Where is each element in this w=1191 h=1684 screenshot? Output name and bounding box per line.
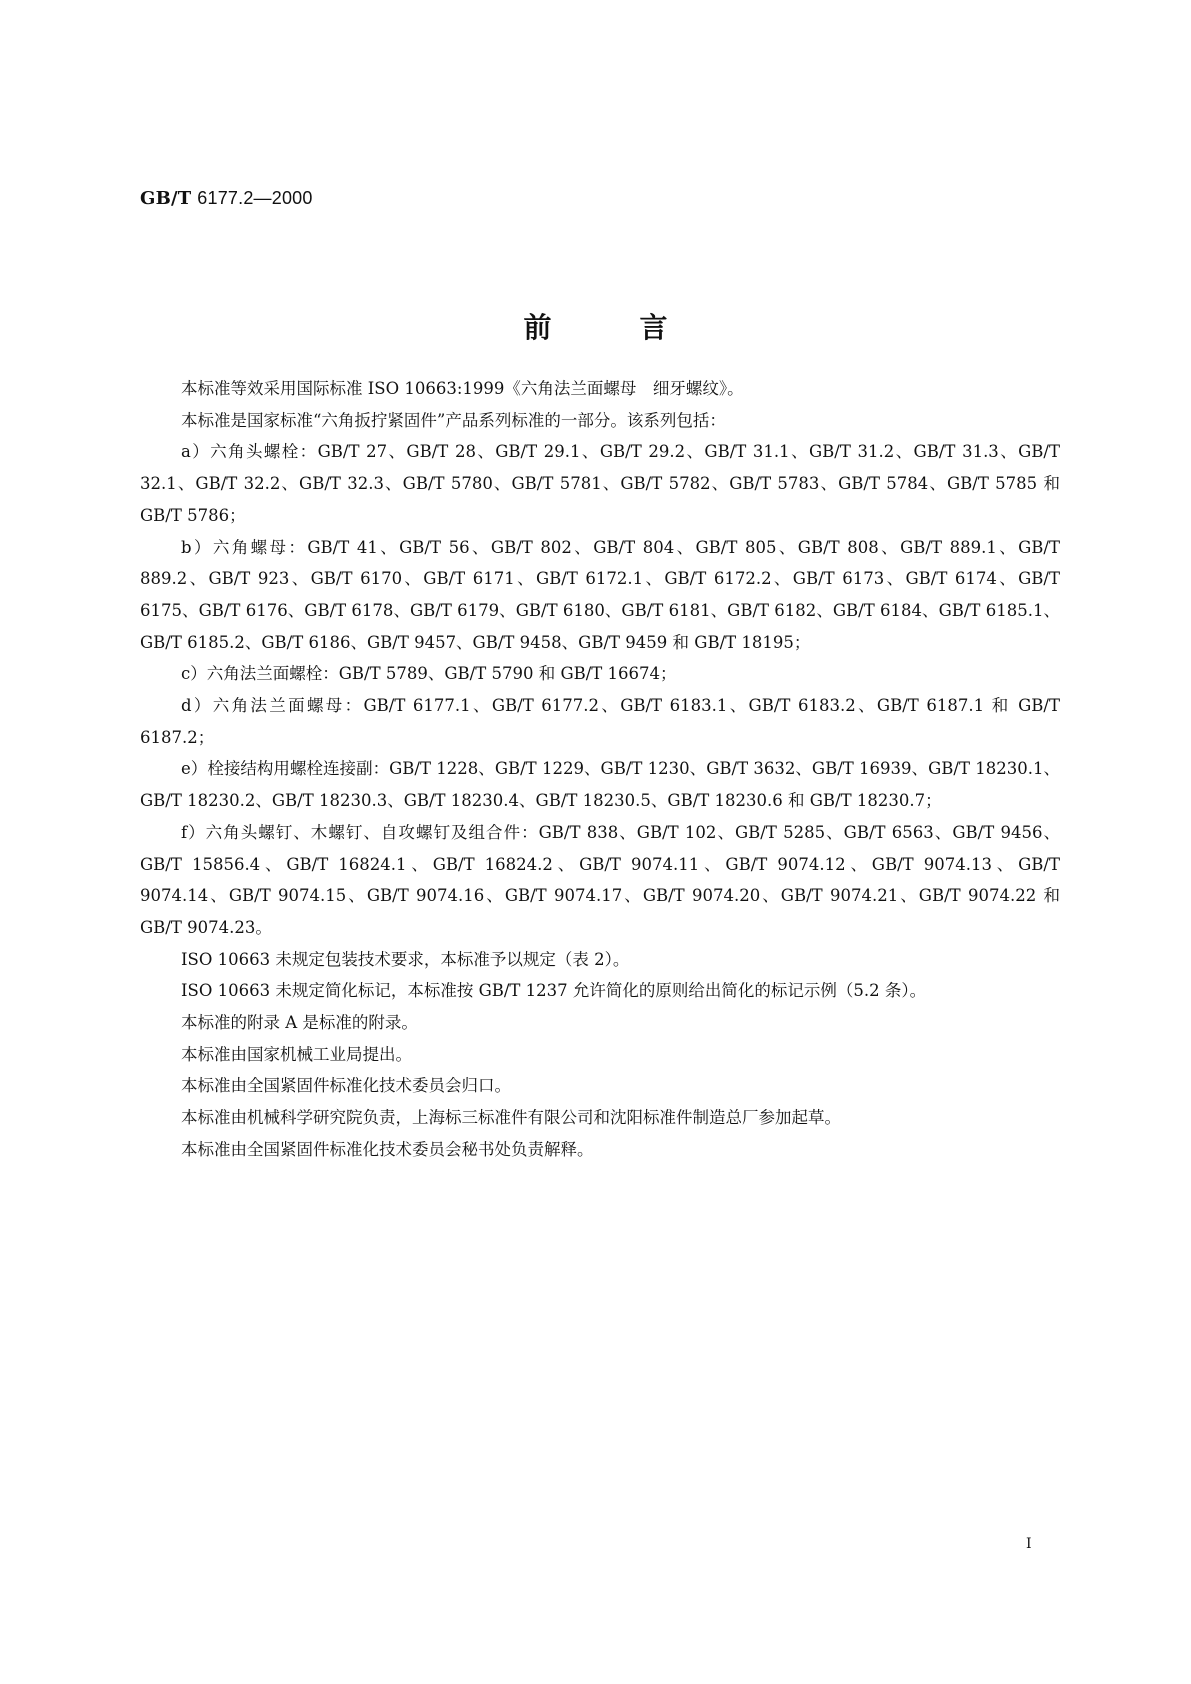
list-item-b-hex-nuts: b）六角螺母：GB/T 41、GB/T 56、GB/T 802、GB/T 804、GB/T 805、GB/T 808、GB/T 889.1、GB/T 889.2、GB/T 923、GB/T 6170、GB/T 6171、GB/T 6172.1、GB/T 6172.2、GB/T 6173、GB/T 6174、GB/T 6175、GB/T 6176、GB/T 6178、GB/T 6179、GB/T 6180、GB/T 6181、GB/T 6182、GB/T 6184、GB/T 6185.1、GB/T 6185.2、GB/T 6186、GB/T 9457、GB/T 9458、GB/T 9459 和 GB/T 18195； [140, 537, 1060, 652]
paragraph-designation: ISO 10663 未规定简化标记，本标准按 GB/T 1237 允许简化的原则给出简化的标记示例（5.2 条）。 [181, 981, 927, 1001]
standard-prefix: GB/T [140, 188, 192, 209]
paragraph-annex: 本标准的附录 A 是标准的附录。 [181, 1013, 418, 1033]
list-item-c-flange-bolts: c）六角法兰面螺栓：GB/T 5789、GB/T 5790 和 GB/T 16674； [181, 664, 677, 684]
standard-number: 6177.2—2000 [197, 188, 313, 208]
paragraph-drafted-by: 本标准由机械科学研究院负责，上海标三标准件有限公司和沈阳标准件制造总厂参加起草。 [181, 1108, 841, 1128]
paragraph-series-intro: 本标准是国家标准“六角扳拧紧固件”产品系列标准的一部分。该系列包括： [181, 410, 726, 430]
standard-code [140, 188, 313, 209]
paragraph-proposed-by: 本标准由国家机械工业局提出。 [181, 1044, 412, 1064]
paragraph-equivalence: 本标准等效采用国际标准 ISO 10663:1999《六角法兰面螺母 细牙螺纹》。 [181, 379, 744, 398]
page-title: 前言 [523, 311, 756, 344]
page-number: I [1026, 1536, 1032, 1552]
list-item-e-bolt-assemblies: e）栓接结构用螺栓连接副：GB/T 1228、GB/T 1229、GB/T 1230、GB/T 3632、GB/T 16939、GB/T 18230.1、GB/T 18230.2、GB/T 18230.3、GB/T 18230.4、GB/T 18230.5、GB/T 18230.6 和 GB/T 18230.7； [140, 759, 1060, 811]
paragraph-interpreted-by: 本标准由全国紧固件标准化技术委员会秘书处负责解释。 [181, 1139, 594, 1159]
paragraph-centralized-by: 本标准由全国紧固件标准化技术委员会归口。 [181, 1076, 511, 1096]
list-item-f-screws: f）六角头螺钉、木螺钉、自攻螺钉及组合件：GB/T 838、GB/T 102、GB/T 5285、GB/T 6563、GB/T 9456、GB/T 15856.4、GB/T 16824.1、GB/T 16824.2、GB/T 9074.11、GB/T 9074.12、GB/T 9074.13、GB/T 9074.14、GB/T 9074.15、GB/T 9074.16、GB/T 9074.17、GB/T 9074.20、GB/T 9074.21、GB/T 9074.22 和 GB/T 9074.23。 [140, 822, 1060, 937]
paragraph-packaging: ISO 10663 未规定包装技术要求，本标准予以规定（表 2）。 [181, 949, 630, 969]
list-item-d-flange-nuts: d）六角法兰面螺母：GB/T 6177.1、GB/T 6177.2、GB/T 6183.1、GB/T 6183.2、GB/T 6187.1 和 GB/T 6187.2； [140, 696, 1060, 747]
foreword-body [140, 373, 1060, 1166]
list-item-a-hex-bolts: a）六角头螺栓：GB/T 27、GB/T 28、GB/T 29.1、GB/T 29.2、GB/T 31.1、GB/T 31.2、GB/T 31.3、GB/T 32.1、GB/T 32.2、GB/T 32.3、GB/T 5780、GB/T 5781、GB/T 5782、GB/T 5783、GB/T 5784、GB/T 5785 和 GB/T 5786； [140, 442, 1060, 525]
